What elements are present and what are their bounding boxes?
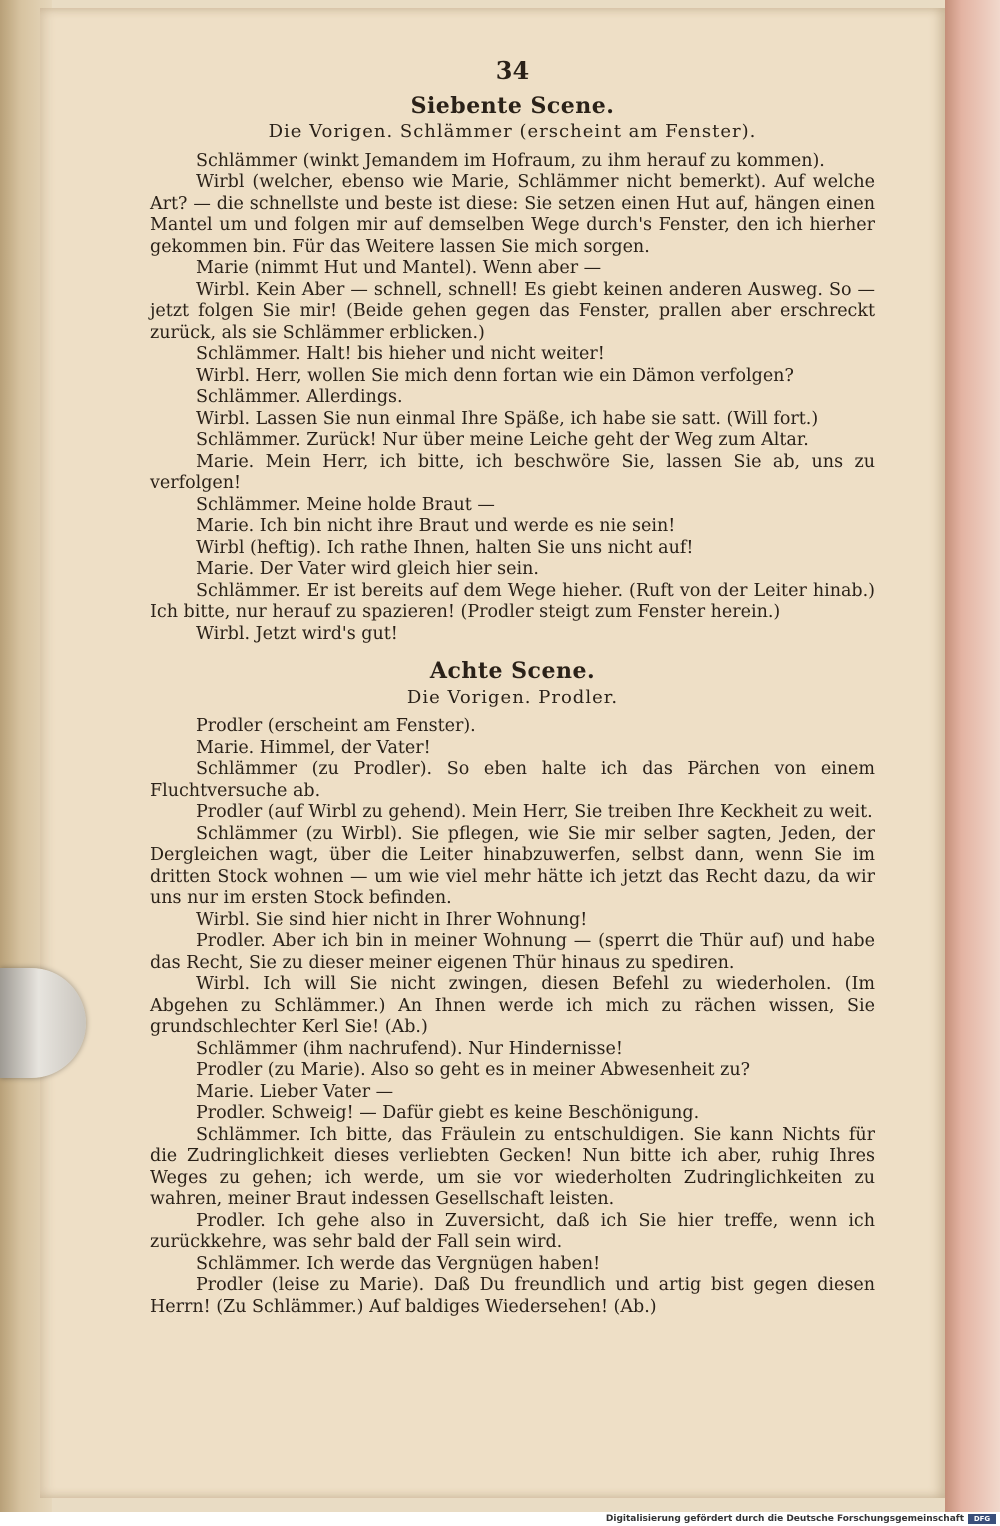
- dialogue-line: Wirbl. Ich will Sie nicht zwingen, diesen Befehl zu wiederholen. (Im Abgehen zu Schlämmer.) An Ihnen werde ich mich zu rächen wissen, Sie grundschlechter Kerl Sie! (Ab.): [150, 974, 875, 1037]
- dialogue-line: Prodler (leise zu Marie). Daß Du freundlich und artig bist gegen diesen Herrn! (Zu Schlämmer.) Auf baldiges Wiedersehen! (Ab.): [150, 1275, 875, 1317]
- dialogue-line: Wirbl (heftig). Ich rathe Ihnen, halten Sie uns nicht auf!: [196, 537, 694, 558]
- dialogue-line: Wirbl. Herr, wollen Sie mich denn fortan wie ein Dämon verfolgen?: [196, 365, 794, 386]
- dialogue-line: Marie. Ich bin nicht ihre Braut und werde es nie sein!: [196, 516, 676, 536]
- dialogue-line: Marie. Lieber Vater —: [196, 1081, 394, 1102]
- dialogue-line: Prodler (erscheint am Fenster).: [196, 716, 476, 736]
- scene-7: [150, 92, 875, 646]
- funding-credit: Digitalisierung gefördert durch die Deutsche Forschungsgemeinschaft: [605, 1514, 964, 1524]
- dialogue-line: Schlämmer. Meine holde Braut —: [196, 494, 495, 515]
- dialogue-line: Prodler. Ich gehe also in Zuversicht, daß ich Sie hier treffe, wenn ich zurückkehre, was sehr bald der Fall sein wird.: [150, 1210, 875, 1252]
- dialogue-line: Schlämmer (zu Wirbl). Sie pflegen, wie Sie mir selber sagten, Jeden, der Dergleichen wagt, über die Leiter hinabzuwerfen, selbst dann, wenn Sie im dritten Stock wohnen — um wie viel mehr hätte ich jetzt das Recht dazu, da wir uns nur im ersten Stock befinden.: [150, 823, 875, 908]
- dfg-logo: DFG: [968, 1514, 996, 1524]
- dialogue-line: Prodler. Aber ich bin in meiner Wohnung — (sperrt die Thür auf) und habe das Recht, Sie zu dieser meiner eigenen Thür hinaus zu spediren.: [150, 931, 875, 973]
- dialogue-line: Schlämmer (winkt Jemandem im Hofraum, zu ihm herauf zu kommen).: [196, 150, 825, 171]
- dialogue-line: Wirbl (welcher, ebenso wie Marie, Schlämmer nicht bemerkt). Auf welche Art? — die schnellste und beste ist diese: Sie setzen einen Hut auf, hängen einen Mantel um und folgen mir auf demselben Wege durch's Fenster, den ich hierher gekommen bin. Für das Weitere lassen Sie mich sorgen.: [150, 172, 875, 257]
- dialogue-line: Wirbl. Lassen Sie nun einmal Ihre Späße, ich habe sie satt. (Will fort.): [196, 408, 819, 429]
- scene-characters: Die Vorigen. Prodler.: [406, 686, 619, 708]
- dialogue-line: Prodler (auf Wirbl zu gehend). Mein Herr, Sie treiben Ihre Keckheit zu weit.: [196, 802, 873, 822]
- dialogue-line: Wirbl. Sie sind hier nicht in Ihrer Wohnung!: [196, 909, 588, 930]
- dialogue-line: Marie. Mein Herr, ich bitte, ich beschwöre Sie, lassen Sie ab, uns zu verfolgen!: [150, 451, 875, 493]
- scene-title: Siebente Scene.: [410, 92, 615, 119]
- dialogue-line: Marie. Der Vater wird gleich hier sein.: [196, 559, 539, 579]
- scene-8: [150, 658, 875, 1318]
- dialogue-line: Wirbl. Kein Aber — schnell, schnell! Es giebt keinen anderen Ausweg. So — jetzt folgen Sie mir! (Beide gehen gegen das Fenster, prallen aber erschreckt zurück, als sie Schlämmer erblicken.): [150, 279, 875, 343]
- dialogue-line: Prodler. Schweig! — Dafür giebt es keine Beschönigung.: [196, 1103, 700, 1123]
- dialogue-line: Schlämmer. Halt! bis hieher und nicht weiter!: [196, 344, 605, 364]
- scene-title: Achte Scene.: [429, 658, 596, 684]
- page-content: [150, 56, 875, 1318]
- dialogue-line: Wirbl. Jetzt wird's gut!: [196, 623, 398, 644]
- dialogue-line: Schlämmer. Ich bitte, das Fräulein zu entschuldigen. Sie kann Nichts für die Zudringlichkeit dieses verliebten Gecken! Nun bitte ich aber, ruhig Ihres Weges zu gehen; ich werde, um sie vor wiederholten Zudringlichkeiten zu wahren, meiner Braut indessen Gesellschaft leisten.: [150, 1124, 875, 1209]
- dialogue-line: Schlämmer (ihm nachrufend). Nur Hindernisse!: [196, 1038, 623, 1059]
- dialogue-line: Marie. Himmel, der Vater!: [196, 737, 431, 758]
- page-number: 34: [495, 56, 530, 85]
- scene-characters: Die Vorigen. Schlämmer (erscheint am Fenster).: [268, 121, 757, 142]
- adjacent-page-edge: [945, 0, 1000, 1512]
- digitization-footer: [0, 1512, 1000, 1526]
- dialogue-line: Schlämmer. Ich werde das Vergnügen haben!: [196, 1253, 601, 1274]
- dialogue-line: Schlämmer. Er ist bereits auf dem Wege hieher. (Ruft von der Leiter hinab.) Ich bitte, nur herauf zu spazieren! (Prodler steigt zum Fenster herein.): [150, 580, 875, 622]
- dialogue-line: Schlämmer (zu Prodler). So eben halte ich das Pärchen von einem Fluchtversuche ab.: [150, 759, 875, 801]
- dialogue-line: Schlämmer. Allerdings.: [196, 387, 403, 407]
- dialogue-line: Prodler (zu Marie). Also so geht es in meiner Abwesenheit zu?: [196, 1060, 750, 1080]
- dialogue-line: Marie (nimmt Hut und Mantel). Wenn aber —: [196, 258, 602, 278]
- dialogue-line: Schlämmer. Zurück! Nur über meine Leiche geht der Weg zum Altar.: [196, 430, 809, 450]
